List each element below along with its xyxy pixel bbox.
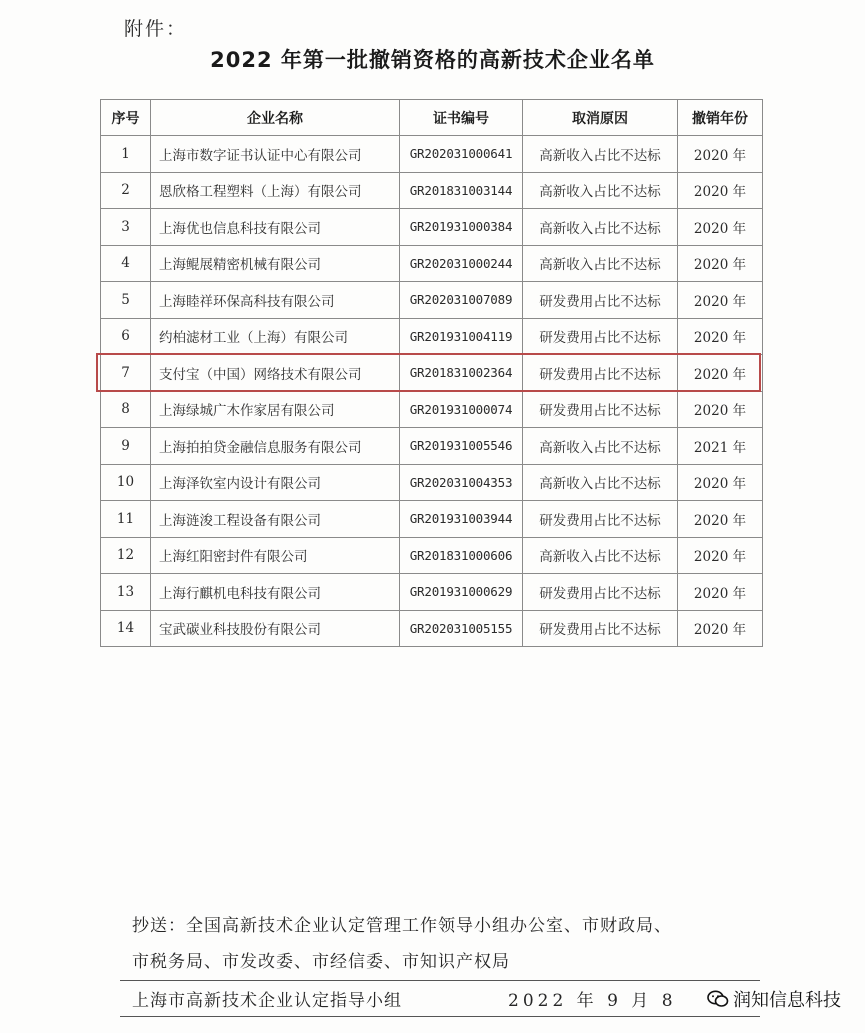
watermark-text: 润知信息科技 (733, 990, 841, 1011)
table-row (101, 355, 763, 392)
cell-no: 6 (101, 318, 151, 355)
issue-date: 2022 年 9 月 8 (508, 991, 677, 1011)
cell-revoke-year: 2020 年 (678, 172, 763, 209)
table-row (101, 391, 763, 428)
attachment-label: 附件： (124, 18, 188, 40)
cell-cert-number: GR201831000606 (400, 537, 523, 574)
cell-company-name: 约柏滤材工业（上海）有限公司 (151, 318, 400, 355)
cell-cancel-reason: 高新收入占比不达标 (523, 245, 678, 282)
table-row (101, 209, 763, 246)
cell-company-name: 上海优也信息科技有限公司 (151, 209, 400, 246)
cell-revoke-year: 2020 年 (678, 355, 763, 392)
cell-no: 13 (101, 574, 151, 611)
cell-revoke-year: 2020 年 (678, 537, 763, 574)
cell-no: 1 (101, 136, 151, 173)
cell-cancel-reason: 高新收入占比不达标 (523, 537, 678, 574)
cell-cancel-reason: 高新收入占比不达标 (523, 136, 678, 173)
cell-cert-number: GR202031004353 (400, 464, 523, 501)
table-row (101, 610, 763, 647)
cc-line-1: 抄送：全国高新技术企业认定管理工作领导小组办公室、市财政局、 (132, 916, 672, 936)
cell-company-name: 上海鲲展精密机械有限公司 (151, 245, 400, 282)
cell-revoke-year: 2020 年 (678, 501, 763, 538)
cc-line-2: 市税务局、市发改委、市经信委、市知识产权局 (132, 952, 510, 972)
cell-no: 2 (101, 172, 151, 209)
table-row (101, 136, 763, 173)
cell-revoke-year: 2020 年 (678, 610, 763, 647)
table-row (101, 537, 763, 574)
cell-company-name: 上海泽钦室内设计有限公司 (151, 464, 400, 501)
cell-revoke-year: 2020 年 (678, 318, 763, 355)
cell-company-name: 支付宝（中国）网络技术有限公司 (151, 355, 400, 392)
cell-company-name: 上海行麒机电科技有限公司 (151, 574, 400, 611)
wechat-icon (707, 990, 729, 1008)
cell-cancel-reason: 研发费用占比不达标 (523, 610, 678, 647)
cell-cancel-reason: 高新收入占比不达标 (523, 209, 678, 246)
cell-cancel-reason: 研发费用占比不达标 (523, 574, 678, 611)
issuer-name: 上海市高新技术企业认定指导小组 (132, 991, 402, 1011)
table-header-row (101, 100, 763, 136)
cell-revoke-year: 2020 年 (678, 391, 763, 428)
cell-cert-number: GR202031000641 (400, 136, 523, 173)
cell-cancel-reason: 高新收入占比不达标 (523, 464, 678, 501)
cell-company-name: 上海拍拍贷金融信息服务有限公司 (151, 428, 400, 465)
cell-no: 4 (101, 245, 151, 282)
cell-company-name: 上海涟浚工程设备有限公司 (151, 501, 400, 538)
cell-cert-number: GR202031005155 (400, 610, 523, 647)
table-row (101, 282, 763, 319)
cell-cert-number: GR202031007089 (400, 282, 523, 319)
cell-cancel-reason: 研发费用占比不达标 (523, 282, 678, 319)
cc-section (132, 908, 672, 980)
cell-no: 5 (101, 282, 151, 319)
cell-revoke-year: 2020 年 (678, 282, 763, 319)
cell-cert-number: GR201931000074 (400, 391, 523, 428)
header-no: 序号 (101, 100, 151, 136)
cell-revoke-year: 2020 年 (678, 136, 763, 173)
cell-company-name: 上海绿城广木作家居有限公司 (151, 391, 400, 428)
cell-revoke-year: 2020 年 (678, 464, 763, 501)
cell-no: 12 (101, 537, 151, 574)
cell-cert-number: GR202031000244 (400, 245, 523, 282)
cell-company-name: 宝武碳业科技股份有限公司 (151, 610, 400, 647)
table-row (101, 501, 763, 538)
cell-cancel-reason: 研发费用占比不达标 (523, 355, 678, 392)
cell-cert-number: GR201931005546 (400, 428, 523, 465)
cell-revoke-year: 2020 年 (678, 209, 763, 246)
cell-cert-number: GR201931004119 (400, 318, 523, 355)
cell-cert-number: GR201831002364 (400, 355, 523, 392)
cell-no: 3 (101, 209, 151, 246)
cell-no: 14 (101, 610, 151, 647)
cell-no: 8 (101, 391, 151, 428)
cell-cancel-reason: 研发费用占比不达标 (523, 318, 678, 355)
cell-cancel-reason: 研发费用占比不达标 (523, 501, 678, 538)
table-row (101, 464, 763, 501)
table-row (101, 172, 763, 209)
cell-cancel-reason: 研发费用占比不达标 (523, 391, 678, 428)
revoked-companies-table (100, 99, 763, 647)
cell-cert-number: GR201931000629 (400, 574, 523, 611)
header-cancel-reason: 取消原因 (523, 100, 678, 136)
header-company-name: 企业名称 (151, 100, 400, 136)
table-row (101, 574, 763, 611)
cell-cert-number: GR201931003944 (400, 501, 523, 538)
cell-no: 10 (101, 464, 151, 501)
footer-divider-top (120, 980, 760, 981)
cell-cancel-reason: 高新收入占比不达标 (523, 428, 678, 465)
watermark (705, 986, 843, 1012)
header-cert-number: 证书编号 (400, 100, 523, 136)
cell-no: 7 (101, 355, 151, 392)
header-revoke-year: 撤销年份 (678, 100, 763, 136)
cell-revoke-year: 2021 年 (678, 428, 763, 465)
cell-company-name: 上海市数字证书认证中心有限公司 (151, 136, 400, 173)
cell-no: 11 (101, 501, 151, 538)
cell-company-name: 上海睦祥环保高科技有限公司 (151, 282, 400, 319)
cell-company-name: 恩欣格工程塑料（上海）有限公司 (151, 172, 400, 209)
table-row (101, 245, 763, 282)
cell-cancel-reason: 高新收入占比不达标 (523, 172, 678, 209)
cell-revoke-year: 2020 年 (678, 245, 763, 282)
document-title: 2022 年第一批撤销资格的高新技术企业名单 (210, 48, 655, 72)
cell-cert-number: GR201831003144 (400, 172, 523, 209)
table-row (101, 318, 763, 355)
table-row (101, 428, 763, 465)
footer-divider-bottom (120, 1016, 760, 1017)
cell-revoke-year: 2020 年 (678, 574, 763, 611)
cell-company-name: 上海红阳密封件有限公司 (151, 537, 400, 574)
cell-no: 9 (101, 428, 151, 465)
cell-cert-number: GR201931000384 (400, 209, 523, 246)
